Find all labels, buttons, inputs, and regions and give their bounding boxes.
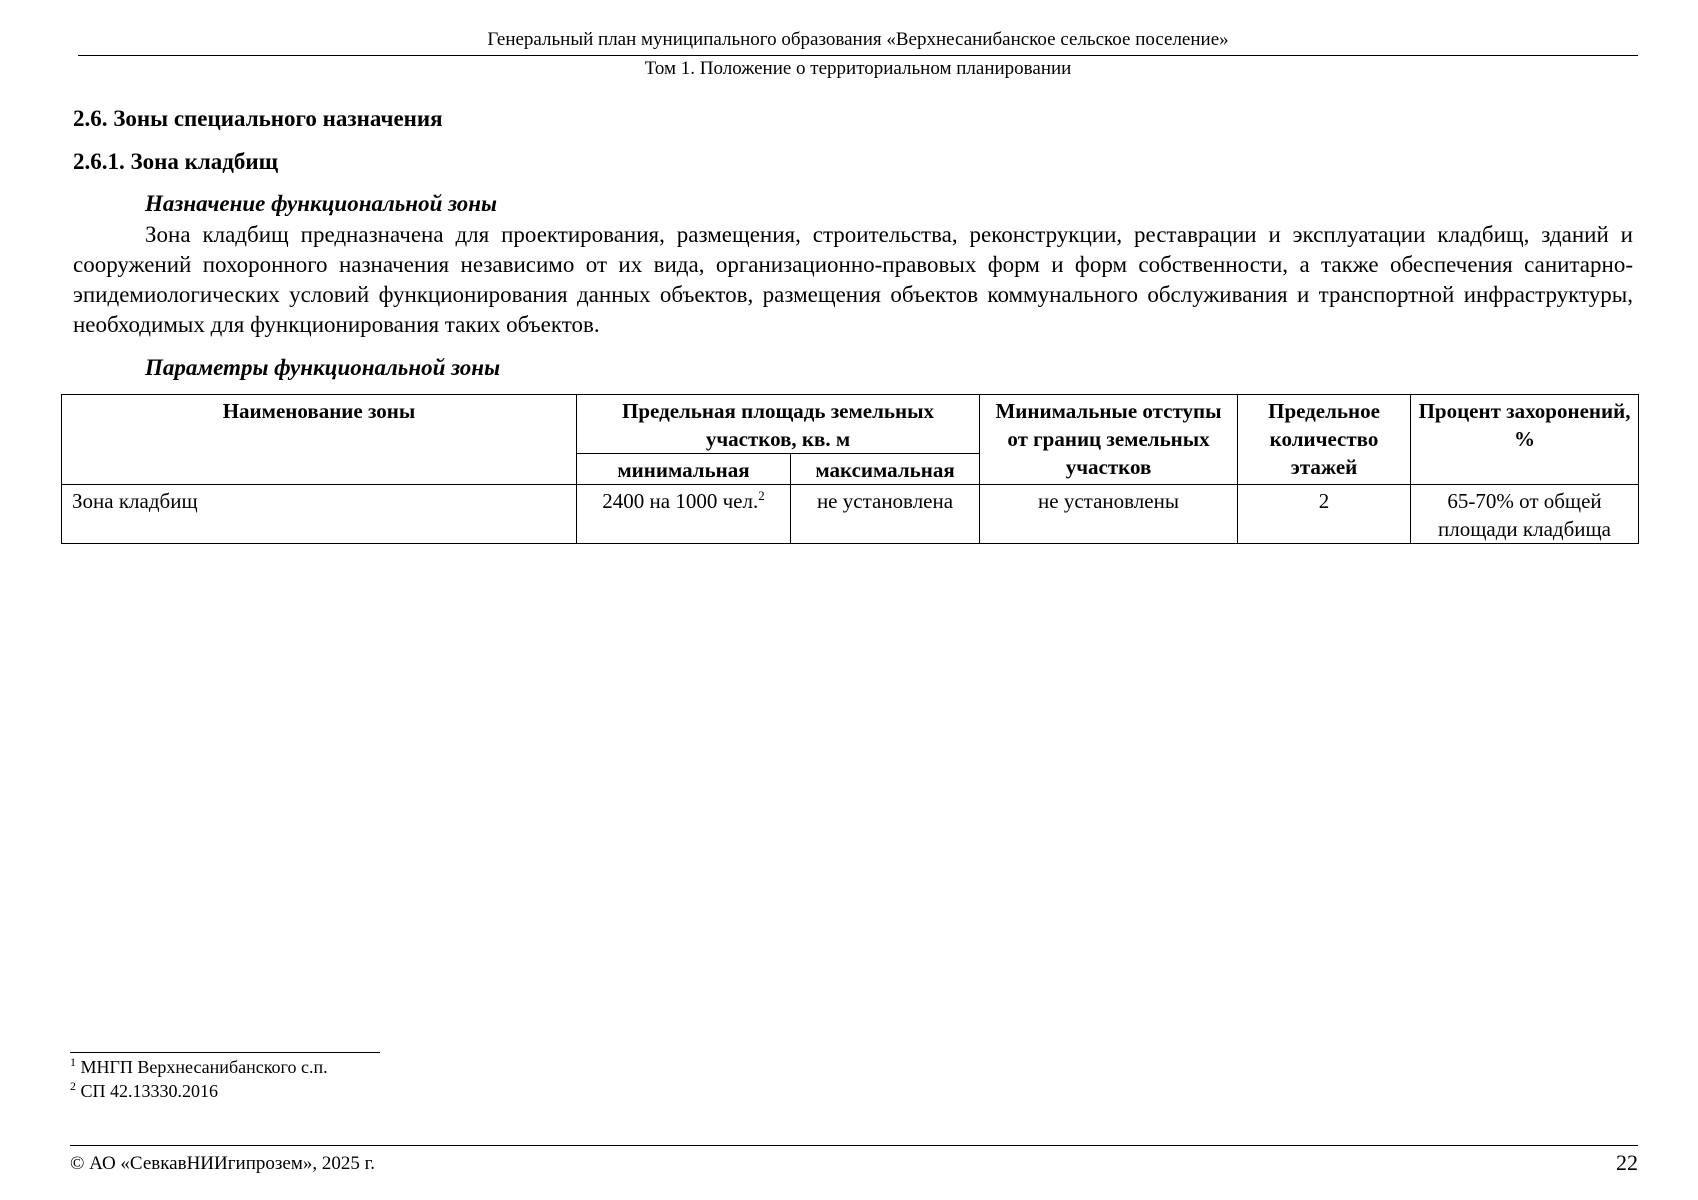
footnote-1 — [70, 1056, 328, 1078]
params-heading: Параметры функциональной зоны — [145, 355, 501, 380]
document-title: Генеральный план муниципального образования «Верхнесанибанское сельское поселение» — [487, 29, 1229, 50]
purpose-paragraph: Зона кладбищ предназначена для проектирования, размещения, строительства, реконструкции, реставрации и эксплуатации кладбищ, зданий и сооружений похоронного назначения независимо от их вида, организационно-правовых форм и форм собственности, а также обеспечения санитарно-эпидемиологических условий функционирования данных объектов, размещения объектов коммунального обслуживания и транспортной инфраструктуры, необходимых для функционирования таких объектов. — [73, 222, 1633, 337]
purpose-heading: Назначение функциональной зоны — [145, 191, 498, 216]
header-area-min: минимальная — [577, 454, 791, 485]
section-heading: 2.6. Зоны специального назначения — [73, 106, 443, 131]
footnote-number: 2 — [70, 1079, 76, 1093]
footnote-2 — [70, 1080, 218, 1102]
area-min-value: 2400 на 1000 чел. — [602, 489, 759, 513]
subsection-heading: 2.6.1. Зона кладбищ — [73, 149, 279, 174]
cell-area-max: не установлена — [791, 485, 980, 544]
footnote-text: МНГП Верхнесанибанского с.п. — [80, 1057, 328, 1077]
footnote-text: СП 42.13330.2016 — [80, 1081, 219, 1101]
footnote-ref[interactable]: 2 — [758, 488, 765, 503]
header-zone-name: Наименование зоны — [62, 395, 577, 485]
cell-area-min — [577, 485, 791, 544]
header-setbacks: Минимальные отступы от границ земельных участков — [980, 395, 1238, 485]
footnote-divider — [70, 1052, 380, 1053]
table-row — [62, 485, 1639, 544]
cell-floors: 2 — [1238, 485, 1411, 544]
document-volume: Том 1. Положение о территориальном планировании — [644, 58, 1072, 79]
copyright: © АО «СевкавНИИгипрозем», 2025 г. — [70, 1153, 375, 1174]
header-divider — [78, 55, 1638, 56]
header-area-group: Предельная площадь земельных участков, кв. м — [577, 395, 980, 454]
zone-parameters-table — [61, 394, 1639, 544]
header-floors: Предельное количество этажей — [1238, 395, 1411, 485]
header-burial-percent: Процент захоронений, % — [1411, 395, 1639, 485]
page-number: 22 — [1616, 1150, 1638, 1175]
header-area-max: максимальная — [791, 454, 980, 485]
cell-burial-percent: 65-70% от общей площади кладбища — [1411, 485, 1639, 544]
cell-zone-name: Зона кладбищ — [62, 485, 577, 544]
footnote-number: 1 — [70, 1055, 76, 1069]
footer-divider — [70, 1145, 1638, 1146]
cell-setbacks: не установлены — [980, 485, 1238, 544]
